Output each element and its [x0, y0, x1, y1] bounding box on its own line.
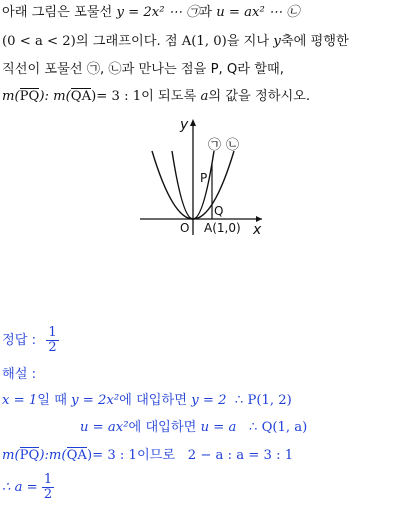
solution-line-2	[80, 419, 307, 437]
x-axis-label: x	[253, 222, 262, 238]
solution-math: y = 2	[191, 393, 227, 408]
solution-text: 에 대입하면	[119, 393, 188, 408]
curve-label-1: ㉠	[208, 138, 222, 153]
solution-line-3	[2, 445, 293, 465]
problem-text: 직선이 포물선 ㉠, ㉡과 만나는 점을 P, Q라 할때,	[2, 62, 284, 77]
solution-math: x = 1	[2, 393, 38, 408]
solution-line-1	[2, 392, 292, 410]
point-a-label: A(1,0)	[204, 221, 241, 235]
ratio-value: )= 3 : 1	[86, 448, 137, 463]
point-q-label: Q	[214, 204, 224, 218]
answer-row	[2, 325, 59, 357]
solution-numerator: 1	[43, 471, 53, 487]
equation-1: y = 2x² ⋯ ㉠	[116, 5, 200, 20]
measure-fn: ): m(	[39, 89, 71, 104]
solution-label: 해설 :	[2, 367, 37, 382]
y-axis-label: y	[180, 117, 189, 133]
measure-fn: m(	[2, 448, 20, 463]
a-variable: a	[200, 89, 209, 104]
solution-conclusion: ∴ a =	[2, 480, 38, 495]
problem-text: 의 값을 정하시오.	[208, 89, 311, 104]
point-a: A(1, 0)	[181, 34, 227, 49]
solution-result: ∴ Q(1, a)	[248, 420, 308, 435]
answer-denominator: 2	[48, 339, 57, 355]
point-p-label: P	[200, 171, 208, 185]
solution-math: y = 2x²	[71, 393, 120, 408]
answer-label: 정답 :	[2, 333, 37, 348]
problem-text: 의 그래프이다. 점	[75, 34, 178, 49]
ratio-value: )= 3 : 1	[91, 89, 142, 104]
segment-pq: PQ	[20, 445, 40, 465]
measure-fn: ):m(	[39, 448, 67, 463]
solution-text: 일 때	[37, 393, 67, 408]
solution-text: 에 대입하면	[128, 420, 197, 435]
origin-label: O	[180, 221, 190, 235]
condition: (0 < a < 2)	[2, 34, 76, 49]
solution-result: ∴ P(1, 2)	[234, 393, 292, 408]
solution-denominator: 2	[43, 486, 53, 502]
problem-text: 아래 그림은 포물선	[2, 5, 113, 20]
problem-text: 축에 평행한	[280, 34, 349, 49]
solution-fraction	[42, 473, 54, 502]
problem-text: 이 되도록	[141, 89, 197, 104]
equation-2: u = ax² ⋯ ㉡	[216, 5, 300, 20]
problem-text: 과	[199, 5, 213, 20]
solution-line-4	[2, 472, 54, 504]
problem-text: 을 지나	[226, 34, 270, 49]
segment-qa: QA	[67, 445, 87, 465]
answer-numerator: 1	[48, 324, 57, 340]
y-variable: y	[273, 34, 281, 49]
y-axis-arrow	[190, 119, 196, 126]
solution-math: u = ax²	[80, 420, 129, 435]
solution-math: u = a	[200, 420, 237, 435]
solution-text: 이므로	[136, 448, 176, 463]
curve-label-2: ㉡	[226, 138, 240, 153]
solution-equation: 2 − a : a = 3 : 1	[187, 448, 294, 463]
answer-fraction	[46, 326, 58, 355]
segment-qa: QA	[71, 86, 91, 106]
segment-pq: PQ	[20, 86, 40, 106]
measure-fn: m(	[2, 89, 20, 104]
